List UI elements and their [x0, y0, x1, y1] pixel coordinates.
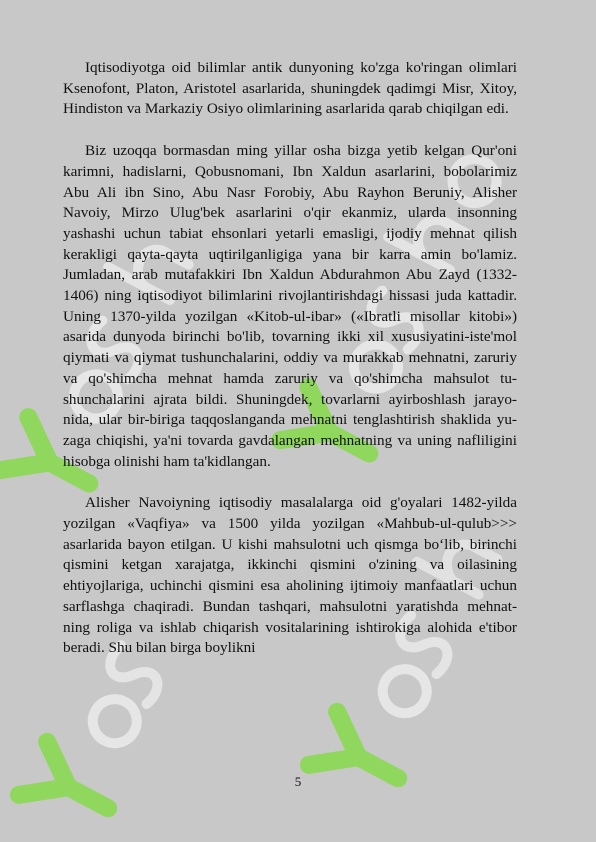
- paragraph-spacer: [63, 120, 517, 141]
- paragraph-navoiy: Alisher Navoiyning iqtisodiy masalalarga oid g'oyalari 1482-yilda yozilgan «Vaqfiya» va 1500 yilda yozilgan «Mahbub-ul-qulub>>> asarlarida bayon etilgan. U kishi mahsulotni uch qismga bo‘lib, birinchi qismini ketgan xarajatga, ikkinchi qismini o'zining va oilasining ehtiyojlariga, uchinchi qismini esa aholining ijtimoiy manfaatlari uchun sarflashga chaqiradi. Bundan tashqari, mahsulotni yaratishda mehnat- ning roliga va ishlab chiqarish vositalarining ishtirokiga alohida e'tibor beradi. Shu bilan birga boylikni: [63, 494, 517, 657]
- paragraph-spacer: [63, 472, 517, 493]
- page-number: 5: [294, 774, 302, 789]
- paragraph-ibn-xaldun: Biz uzoqqa bormasdan ming yillar osha bizga yetib kelgan Qur'oni karimni, hadislarni, Qobusnomani, Ibn Xaldun asarlarini, bobolarimiz Abu Ali ibn Sino, Abu Nasr Forobiy, Abu Rayhon Beruniy, Alisher Navoiy, Mirzo Ulug'bek asarlarini o'qir ekanmiz, ularda insonning yashashi uchun tabiat ehsonlari yetarli emasligi, ijodiy mehnat qilish kerakligi qayta-qayta uqtirilganligiga yana bir karra amin bo'lamiz. Jumladan, arab mutafakkiri Ibn Xaldun Abdurahmon Abu Zayd (1332- 1406) ning iqtisodiyot bilimlarini rivojlantirishdagi hissasi juda kattadir. Uning 1370-yilda yozilgan «Kitob-ul-ibar» («Ibratli misollar kitobi») asarida dunyoda birinchi bo'lib, tovarning ikki xil xususiyatini-iste'mol qiymati va qiymat tushunchalarini, oddiy va murakkab mehnatni, zaruriy va qo'shimcha mehnat hamda zaruriy va qo'shimcha mahsulot tu- shunchalarini ajrata bildi. Shuningdek, tovarlarni ayirboshlash jarayo- nida, ular bir-biriga taqqoslanganda mehnatni tenglashtirish shaklida yu- zaga chiqishi, ya'ni tovarda gavdalangan mehnatning va uning nafliligini hisobga olinishi ham ta'kidlangan.: [63, 142, 517, 470]
- paragraph-intro: Iqtisodiyotga oid bilimlar antik dunyoning ko'zga ko'ringan olimlari Ksenofont, Platon, Aristotel asarlarida, shuningdek qadimgi Misr, Xitoy, Hindiston va Markaziy Osiyo olimlarining asarlarida qarab chiqilgan edi.: [63, 59, 517, 118]
- document-body: [63, 58, 517, 659]
